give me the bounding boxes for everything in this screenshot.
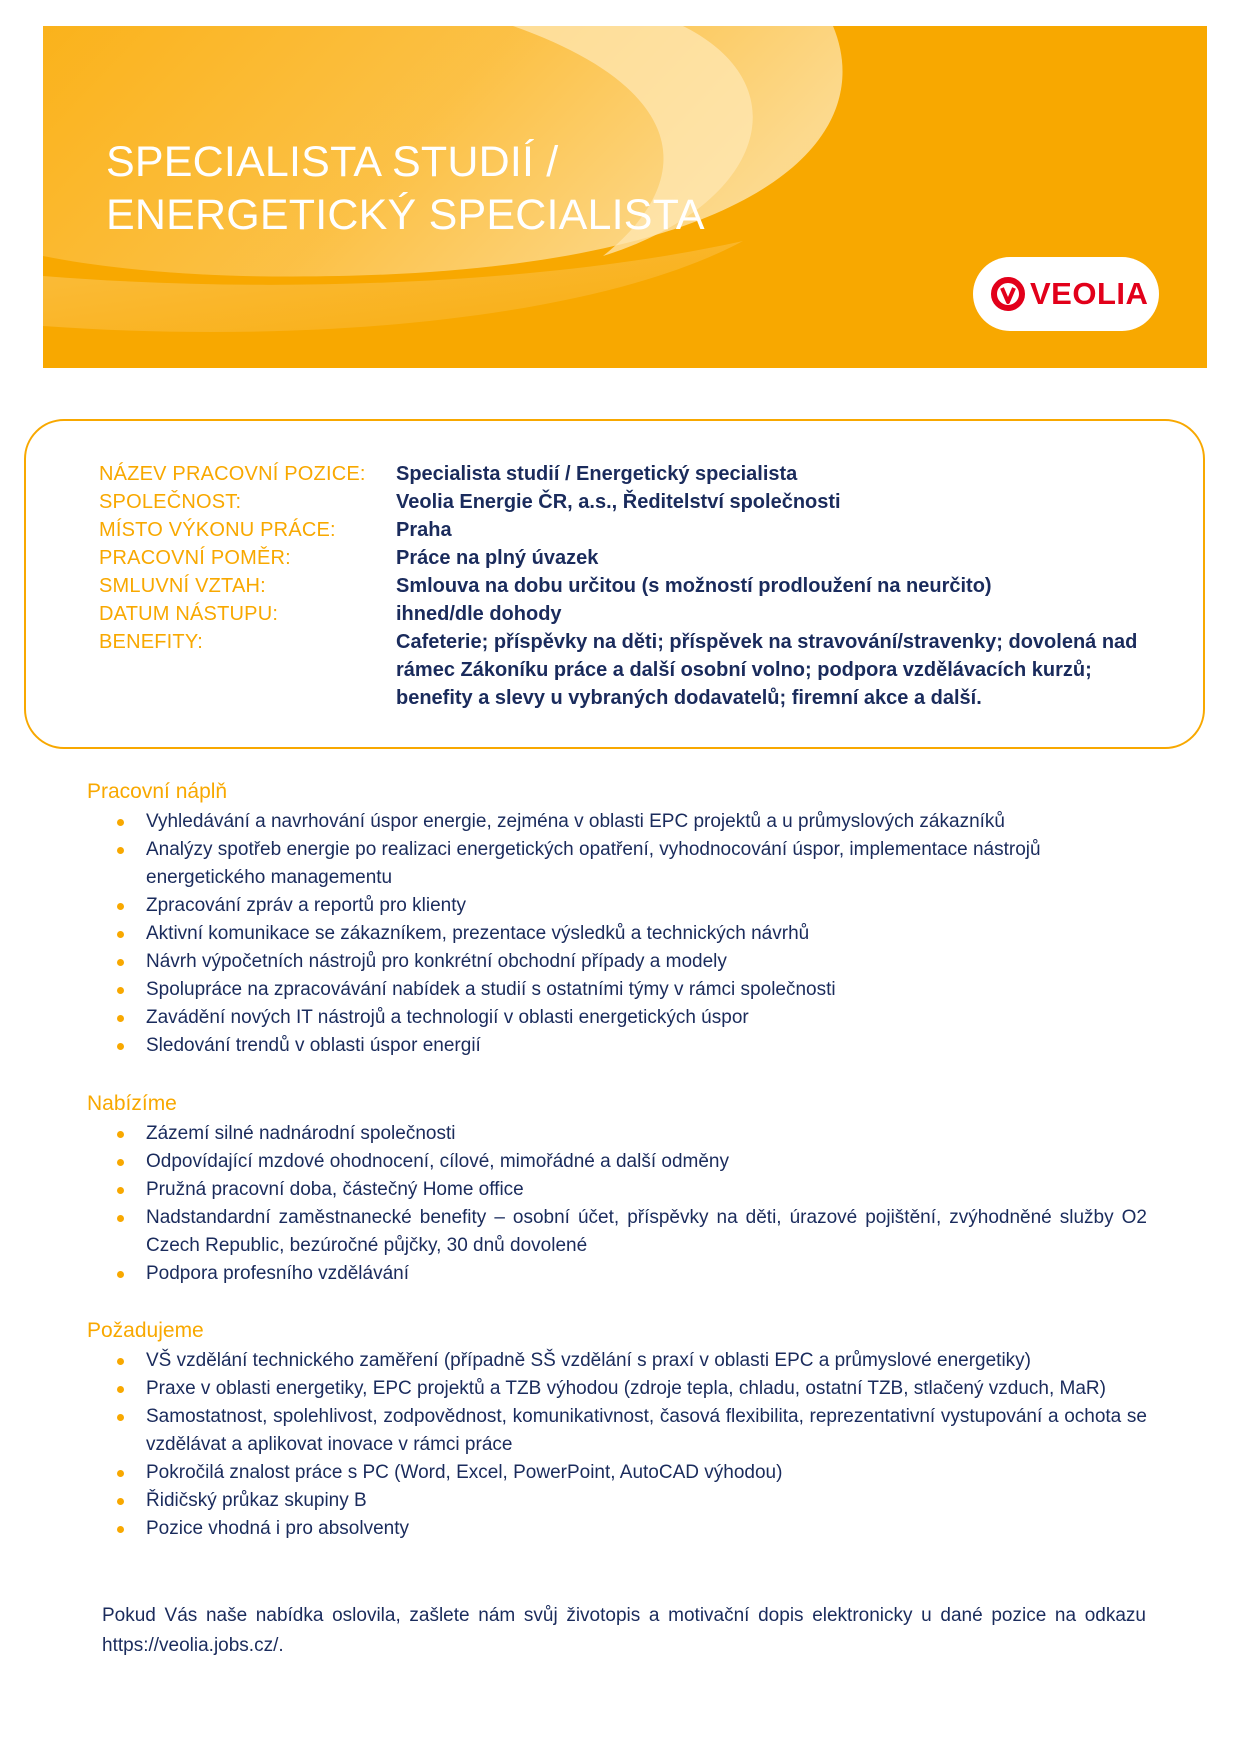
veolia-logo xyxy=(973,257,1159,331)
bullet-icon xyxy=(117,987,124,994)
info-label: BENEFITY: xyxy=(99,631,204,653)
list-item xyxy=(87,1176,1147,1204)
list-item-text: Zázemí silné nadnárodní společnosti xyxy=(146,1123,456,1144)
list-item xyxy=(87,892,1147,920)
list-item-text: Pozice vhodná i pro absolventy xyxy=(146,1518,409,1539)
requirements-list xyxy=(87,1347,1147,1543)
list-item-text: Spolupráce na zpracovávání nabídek a studií s ostatními týmy v rámci společnosti xyxy=(146,979,836,1000)
bullet-icon xyxy=(117,1526,124,1533)
bullet-icon xyxy=(117,903,124,910)
list-item xyxy=(87,1347,1147,1375)
list-item xyxy=(87,1004,1147,1032)
list-item-text: Řidičský průkaz skupiny B xyxy=(146,1490,367,1511)
list-item-text: Pokročilá znalost práce s PC (Word, Excel, PowerPoint, AutoCAD výhodou) xyxy=(146,1462,783,1483)
bullet-icon xyxy=(117,1498,124,1505)
header-banner xyxy=(43,26,1207,368)
list-item-text: Pružná pracovní doba, částečný Home office xyxy=(146,1179,524,1200)
info-value: Smlouva na dobu určitou (s možností prodloužení na neurčito) xyxy=(396,575,992,597)
list-item xyxy=(87,1260,1147,1288)
info-value: Specialista studií / Energetický specialista xyxy=(396,463,798,485)
bullet-icon xyxy=(117,847,124,854)
info-value: ihned/dle dohody xyxy=(396,603,562,625)
page-title-line1: SPECIALISTA STUDIÍ / xyxy=(106,138,559,186)
bullet-icon xyxy=(117,1414,124,1421)
list-item xyxy=(87,1148,1147,1176)
list-item xyxy=(87,1459,1147,1487)
bullet-icon xyxy=(117,819,124,826)
bullet-icon xyxy=(117,1271,124,1278)
info-value: Práce na plný úvazek xyxy=(396,547,599,569)
list-item-text: Nadstandardní zaměstnanecké benefity – osobní účet, příspěvky na děti, úrazové pojištění, zvýhodněné služby O2 Czech Republic, bezúročné půjčky, 30 dnů dovolené xyxy=(146,1207,1147,1256)
list-item xyxy=(87,1120,1147,1148)
list-item-text: Vyhledávání a navrhování úspor energie, zejména v oblasti EPC projektů a u průmyslových zákazníků xyxy=(146,811,1005,832)
bullet-icon xyxy=(117,1386,124,1393)
info-value: Praha xyxy=(396,519,452,541)
bullet-icon xyxy=(117,1043,124,1050)
info-label: PRACOVNÍ POMĚR: xyxy=(99,547,291,569)
info-label: DATUM NÁSTUPU: xyxy=(99,603,279,625)
bullet-icon xyxy=(117,1015,124,1022)
list-item xyxy=(87,948,1147,976)
info-value: Cafeterie; příspěvky na děti; příspěvek na stravování/stravenky; dovolená nad rámec Zákoníku práce a další osobní volno; podpora vzdělávacích kurzů; benefity a slevy u vybraných dodavatelů; firemní akce a další. xyxy=(396,631,1138,709)
info-label: NÁZEV PRACOVNÍ POZICE: xyxy=(99,463,366,485)
list-item xyxy=(87,920,1147,948)
list-item-text: Aktivní komunikace se zákazníkem, prezentace výsledků a technických návrhů xyxy=(146,923,810,944)
list-item xyxy=(87,808,1147,836)
bullet-icon xyxy=(117,1131,124,1138)
info-label: SPOLEČNOST: xyxy=(99,491,242,513)
list-item xyxy=(87,1204,1147,1260)
list-item-text: Samostatnost, spolehlivost, zodpovědnost, komunikativnost, časová flexibilita, reprezentativní vystupování a ochota se vzdělávat a aplikovat inovace v rámci práce xyxy=(146,1406,1147,1455)
list-item-text: Zavádění nových IT nástrojů a technologií v oblasti energetických úspor xyxy=(146,1007,749,1028)
bullet-icon xyxy=(117,1159,124,1166)
section-title-job-duties: Pracovní náplň xyxy=(87,780,228,803)
info-label: SMLUVNÍ VZTAH: xyxy=(99,575,266,597)
list-item-text: Sledování trendů v oblasti úspor energií xyxy=(146,1035,481,1056)
list-item xyxy=(87,1375,1147,1403)
list-item xyxy=(87,1032,1147,1060)
list-item-text: Odpovídající mzdové ohodnocení, cílové, mimořádné a další odměny xyxy=(146,1151,729,1172)
section-title-requirements: Požadujeme xyxy=(87,1319,204,1342)
list-item-text: Podpora profesního vzdělávání xyxy=(146,1263,410,1284)
info-label: MÍSTO VÝKONU PRÁCE: xyxy=(99,519,336,541)
list-item-text: Praxe v oblasti energetiky, EPC projektů a TZB výhodou (zdroje tepla, chladu, ostatní TZB, stlačený vzduch, MaR) xyxy=(146,1378,1106,1399)
page-title-line2: ENERGETICKÝ SPECIALISTA xyxy=(106,191,705,239)
list-item xyxy=(87,836,1147,892)
list-item xyxy=(87,976,1147,1004)
bullet-icon xyxy=(117,1187,124,1194)
list-item xyxy=(87,1515,1147,1543)
list-item-text: Zpracování zpráv a reportů pro klienty xyxy=(146,895,466,916)
bullet-icon xyxy=(117,1215,124,1222)
list-item-text: VŠ vzdělání technického zaměření (případně SŠ vzdělání s praxí v oblasti EPC a průmyslové energetiky) xyxy=(146,1350,1031,1371)
closing-paragraph: Pokud Vás naše nabídka oslovila, zašlete nám svůj životopis a motivační dopis elektronicky u dané pozice na odkazu https://veolia.jobs.cz/. xyxy=(102,1605,1146,1656)
list-item xyxy=(87,1487,1147,1515)
bullet-icon xyxy=(117,959,124,966)
job-info-box xyxy=(24,419,1205,749)
bullet-icon xyxy=(117,1358,124,1365)
we-offer-list xyxy=(87,1120,1147,1288)
veolia-logo-text: VEOLIA xyxy=(1030,276,1149,311)
bullet-icon xyxy=(117,1470,124,1477)
list-item-text: Návrh výpočetních nástrojů pro konkrétní obchodní případy a modely xyxy=(146,951,727,972)
job-duties-list xyxy=(87,808,1147,1060)
list-item xyxy=(87,1403,1147,1459)
veolia-logo-mark-icon xyxy=(990,276,1026,312)
info-value: Veolia Energie ČR, a.s., Ředitelství společnosti xyxy=(396,491,841,513)
list-item-text: Analýzy spotřeb energie po realizaci energetických opatření, vyhodnocování úspor, implementace nástrojů energetického managementu xyxy=(146,839,1041,888)
bullet-icon xyxy=(117,931,124,938)
section-title-we-offer: Nabízíme xyxy=(87,1092,177,1115)
page-title xyxy=(106,136,705,242)
